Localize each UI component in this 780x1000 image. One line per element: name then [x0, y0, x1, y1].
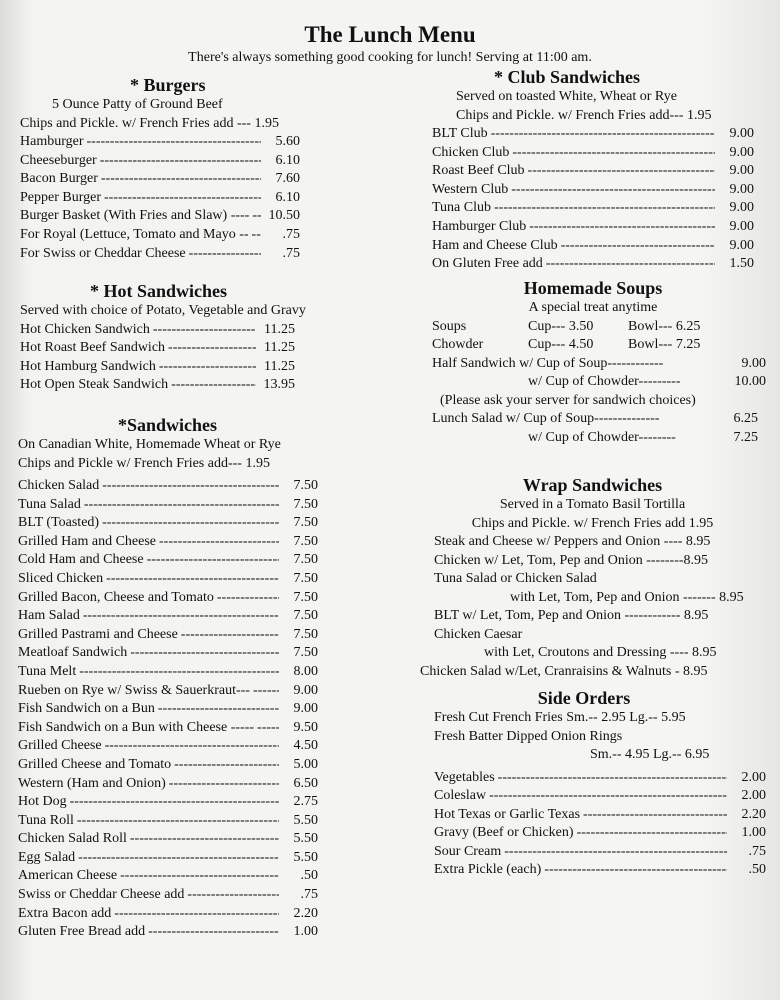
burger-item-leader: [104, 189, 261, 208]
side-order-item-price: 2.20: [741, 806, 766, 822]
club-sandwich-item-leader: [529, 218, 715, 237]
club-sandwich-item-name: Hamburger Club: [432, 218, 527, 234]
sandwich-item-price: 7.50: [293, 478, 318, 493]
side-order-item-leader: [583, 806, 727, 825]
sandwich-item: [18, 514, 318, 533]
sandwich-item-price: .75: [300, 887, 318, 903]
sandwich-item: [18, 775, 318, 794]
side-orders-heading: Side Orders: [537, 688, 631, 708]
sandwich-item-name: Fish Sandwich on a Bun with Cheese -----: [18, 719, 255, 735]
burger-item-price: 6.10: [275, 152, 300, 168]
soups-rows: [432, 318, 772, 355]
sandwiches-heading: *Sandwiches: [118, 415, 218, 435]
wrap-chicken-salad-cranraisins: Chicken Salad w/Let, Cranraisins & Walnuts - 8.95: [420, 663, 708, 679]
sandwich-item-leader: [217, 589, 279, 608]
sandwich-item-name: Sliced Chicken: [18, 570, 104, 586]
side-order-item-name: Sour Cream: [434, 843, 502, 859]
hot-sandwich-item-price: 11.25: [264, 340, 295, 356]
sandwich-item-name: Tuna Salad: [18, 496, 81, 512]
club-sandwiches-list: [432, 125, 754, 274]
burger-item-name: Cheeseburger: [20, 152, 97, 168]
sandwich-item-name: Grilled Ham and Cheese: [18, 533, 157, 549]
sandwich-item-name: Chicken Salad Roll: [18, 831, 127, 847]
sandwich-item-name: Extra Bacon add: [18, 905, 112, 921]
sandwich-item-price: 7.50: [293, 533, 318, 549]
sandwich-item-leader: [148, 923, 279, 942]
half-sandwich-soup-price: 9.00: [741, 355, 766, 371]
club-sandwich-item-name: Roast Beef Club: [432, 163, 525, 179]
club-sandwich-item-leader: [512, 144, 715, 163]
side-orders-list: [434, 769, 766, 881]
burger-item: [20, 189, 300, 208]
sandwich-item: [18, 830, 318, 849]
lunch-salad-chowder-price: 7.25: [733, 429, 758, 445]
club-sandwich-item-price: 9.00: [729, 163, 754, 179]
club-sandwich-item-name: Tuna Club: [432, 200, 492, 216]
sandwich-item: [18, 551, 318, 570]
burgers-note: 5 Ounce Patty of Ground Beef: [52, 97, 223, 112]
sandwich-item: [18, 644, 318, 663]
sandwich-item-price: 5.50: [293, 831, 318, 847]
sandwich-item-name: Hot Dog: [18, 794, 67, 810]
burger-item-price: .75: [282, 245, 300, 261]
club-sandwich-item-name: Ham and Cheese Club: [432, 237, 558, 253]
side-order-item-leader: [489, 787, 727, 806]
sandwich-item-name: Rueben on Rye w/ Swiss & Sauerkraut---: [18, 682, 250, 698]
half-sandwich-chowder-price: 10.00: [734, 374, 766, 389]
hot-sandwich-item-price: 11.25: [264, 321, 295, 337]
club-sandwich-item-price: 1.50: [729, 256, 754, 272]
burger-item-name: Pepper Burger: [20, 189, 101, 205]
burger-item-price: 6.10: [275, 189, 300, 205]
half-sandwich-soup-row: [432, 355, 772, 374]
sandwich-item-leader: [130, 830, 279, 849]
burger-item-price: 5.60: [275, 134, 300, 149]
sandwich-item: [18, 682, 318, 701]
soup-name: Soups: [432, 318, 467, 334]
sandwich-item-name: Meatloaf Sandwich: [18, 645, 128, 661]
side-onion-rings-prices: Sm.-- 4.95 Lg.-- 6.95: [590, 747, 710, 762]
sandwich-item-name: Cold Ham and Cheese: [18, 552, 144, 568]
wrap-tuna-chicken-salad-detail: with Let, Tom, Pep and Onion ------- 8.95: [510, 589, 744, 605]
sandwich-item: [18, 589, 318, 608]
sandwich-item: [18, 607, 318, 626]
sandwich-item-name: Grilled Pastrami and Cheese: [18, 626, 178, 642]
club-sandwich-item-price: 9.00: [729, 200, 754, 216]
side-order-item-leader: [498, 769, 727, 788]
soups-note: A special treat anytime: [528, 300, 658, 315]
sandwich-item: [18, 533, 318, 552]
burgers-list: [20, 133, 300, 263]
hot-sandwich-item: [20, 339, 295, 358]
soup-name: Chowder: [432, 337, 484, 352]
sandwich-item: [18, 867, 318, 886]
sandwich-item: [18, 719, 318, 738]
sandwich-item: [18, 886, 318, 905]
club-sandwiches-heading: * Club Sandwiches: [494, 67, 641, 87]
wrap-chicken: Chicken w/ Let, Tom, Pep and Onion --------8.95: [434, 552, 709, 568]
burger-item-name: Bacon Burger: [20, 171, 98, 187]
burger-item: [20, 170, 300, 189]
burger-item: [20, 207, 300, 226]
sandwich-item-price: 5.50: [293, 812, 318, 828]
sandwich-item-leader: [120, 867, 279, 886]
sandwich-item: [18, 663, 318, 682]
sandwich-item-price: 7.50: [293, 552, 318, 568]
sandwich-item-price: .50: [300, 868, 318, 884]
club-sandwich-item-leader: [511, 181, 715, 200]
sandwich-item: [18, 477, 318, 496]
hot-sandwich-item-leader: [153, 321, 256, 340]
sandwich-item-name: Egg Salad: [18, 849, 76, 865]
club-sandwiches-section: [432, 66, 754, 274]
sandwich-item-price: 7.50: [293, 608, 318, 624]
sandwich-item-leader: [106, 570, 279, 589]
sandwich-item-name: Fish Sandwich on a Bun: [18, 701, 155, 717]
half-sandwich-chowder-row: [432, 373, 772, 392]
side-order-item-leader: [504, 843, 727, 862]
side-order-item-name: Extra Pickle (each): [434, 862, 542, 878]
burger-item-name: For Swiss or Cheddar Cheese: [20, 245, 186, 261]
club-sandwich-item-name: Chicken Club: [432, 144, 510, 160]
club-sandwich-item-leader: [491, 125, 715, 144]
sandwich-item-name: Gluten Free Bread add: [18, 924, 146, 940]
soup-bowl-price: Bowl--- 6.25: [628, 318, 701, 334]
sandwich-item-leader: [102, 477, 279, 496]
sandwich-item-price: 7.50: [293, 570, 318, 586]
hot-sandwich-item-name: Hot Open Steak Sandwich: [20, 377, 169, 393]
burgers-heading: * Burgers: [130, 75, 206, 95]
sandwich-item-name: Western (Ham and Onion): [18, 775, 166, 791]
burger-item: [20, 226, 300, 245]
sandwich-item-leader: [77, 812, 279, 831]
side-order-item-price: .50: [748, 862, 766, 878]
lunch-salad-soup-price: 6.25: [733, 411, 758, 426]
wrap-chicken-caesar-detail: with Let, Croutons and Dressing ---- 8.95: [484, 645, 717, 660]
sandwich-item-name: Swiss or Cheddar Cheese add: [18, 887, 185, 903]
sandwich-item-leader: [159, 533, 279, 552]
sandwiches-fries-note: Chips and Pickle w/ French Fries add--- 1.95: [18, 455, 270, 471]
sandwich-item-leader: [84, 496, 279, 515]
sandwich-item: [18, 793, 318, 812]
burger-item-price: 10.50: [268, 208, 300, 224]
club-sandwiches-fries-note: Chips and Pickle. w/ French Fries add--- 1.95: [456, 107, 712, 123]
sandwich-item-price: 1.00: [293, 924, 318, 940]
soups-section: [432, 277, 772, 447]
side-orders-section: [434, 687, 766, 880]
burger-item-name: For Royal (Lettuce, Tomato and Mayo --: [20, 226, 249, 242]
lunch-salad-chowder-label: w/ Cup of Chowder--------: [528, 429, 676, 445]
side-order-item-name: Coleslaw: [434, 788, 487, 804]
club-sandwich-item-name: On Gluten Free add: [432, 256, 543, 272]
sandwich-item-price: 9.00: [293, 682, 318, 698]
wrap-steak-cheese: Steak and Cheese w/ Peppers and Onion ---- 8.95: [434, 534, 711, 549]
wraps-section: [420, 474, 765, 681]
sandwich-item-price: 2.20: [293, 905, 318, 921]
sandwich-item: [18, 812, 318, 831]
sandwich-item-price: 9.00: [293, 701, 318, 717]
hot-sandwiches-heading: * Hot Sandwiches: [90, 281, 228, 301]
sandwich-item-name: Tuna Roll: [18, 812, 74, 828]
burger-item-name: Hamburger: [20, 134, 84, 149]
side-order-item-price: 1.00: [741, 825, 766, 841]
sandwiches-section: [18, 414, 318, 942]
sandwich-item-price: 7.50: [293, 645, 318, 661]
half-sandwich-chowder-label: w/ Cup of Chowder---------: [528, 374, 681, 389]
sandwich-item-leader: [253, 682, 279, 701]
wraps-note: Served in a Tomato Basil Tortilla: [499, 497, 686, 512]
sandwich-item-name: Grilled Bacon, Cheese and Tomato: [18, 589, 214, 605]
hot-sandwich-item-name: Hot Roast Beef Sandwich: [20, 340, 166, 356]
side-onion-rings: Fresh Batter Dipped Onion Rings: [434, 728, 623, 744]
side-order-item-price: .75: [748, 843, 766, 859]
lunch-salad-chowder-row: [432, 429, 772, 448]
burger-item-leader: [100, 152, 261, 171]
sandwich-item-name: Grilled Cheese and Tomato: [18, 756, 172, 772]
side-order-item: [434, 787, 766, 806]
wraps-fries-note: Chips and Pickle. w/ French Fries add 1.95: [471, 515, 714, 531]
side-order-item-leader: [577, 824, 727, 843]
burger-item-leader: [189, 245, 261, 264]
club-sandwich-item: [432, 218, 754, 237]
sandwich-item-leader: [147, 551, 279, 570]
sandwiches-list: [18, 477, 318, 942]
soup-cup-price: Cup--- 3.50: [528, 318, 594, 334]
burgers-fries-note: Chips and Pickle. w/ French Fries add --- 1.95: [20, 115, 279, 131]
club-sandwich-item-price: 9.00: [729, 144, 754, 160]
burger-item: [20, 152, 300, 171]
club-sandwich-item-leader: [546, 255, 715, 274]
sandwich-item: [18, 737, 318, 756]
club-sandwich-item-price: 9.00: [729, 218, 754, 234]
sandwich-item-leader: [83, 607, 279, 626]
sandwich-item-name: American Cheese: [18, 868, 118, 884]
sandwich-item-name: Chicken Salad: [18, 478, 100, 493]
wraps-heading: Wrap Sandwiches: [522, 475, 663, 495]
hot-sandwiches-section: [20, 280, 306, 395]
sandwich-item-price: 7.50: [293, 589, 318, 605]
sandwich-item: [18, 700, 318, 719]
burger-item-leader: [101, 170, 261, 189]
hot-sandwich-item-price: 13.95: [263, 377, 295, 393]
sandwich-item: [18, 756, 318, 775]
sandwich-item-leader: [102, 514, 279, 533]
burger-item: [20, 245, 300, 264]
wrap-blt: BLT w/ Let, Tom, Pep and Onion ------------ 8.95: [434, 608, 709, 623]
side-order-item-price: 2.00: [741, 769, 766, 785]
sandwich-item-leader: [105, 737, 279, 756]
club-sandwich-item: [432, 125, 754, 144]
soup-row: [432, 318, 772, 337]
sandwich-item-name: BLT (Toasted): [18, 515, 100, 531]
sandwich-item-leader: [158, 700, 279, 719]
burger-item-price: 7.60: [275, 171, 300, 187]
sandwiches-note: On Canadian White, Homemade Wheat or Rye: [18, 437, 281, 452]
sandwich-item-leader: [130, 644, 279, 663]
hot-sandwiches-note: Served with choice of Potato, Vegetable and Gravy: [20, 303, 306, 318]
hot-sandwich-item: [20, 321, 295, 340]
side-order-item: [434, 824, 766, 843]
soup-row: [432, 336, 772, 355]
club-sandwich-item: [432, 144, 754, 163]
sandwich-item-leader: [257, 719, 279, 738]
sandwich-item: [18, 496, 318, 515]
side-order-item-name: Gravy (Beef or Chicken): [434, 825, 574, 841]
side-french-fries: Fresh Cut French Fries Sm.-- 2.95 Lg.-- 5.95: [434, 710, 686, 725]
club-sandwich-item-leader: [494, 199, 715, 218]
sandwich-item-leader: [181, 626, 279, 645]
wrap-tuna-chicken-salad: Tuna Salad or Chicken Salad: [434, 571, 597, 586]
side-order-item-price: 2.00: [741, 788, 766, 804]
soups-heading: Homemade Soups: [523, 278, 663, 298]
soup-cup-price: Cup--- 4.50: [528, 337, 594, 352]
soup-bowl-price: Bowl--- 7.25: [628, 337, 701, 352]
half-sandwich-soup-label: Half Sandwich w/ Cup of Soup------------: [432, 355, 664, 371]
side-order-item: [434, 861, 766, 880]
sandwich-item-price: 4.50: [293, 738, 318, 754]
hot-sandwich-item: [20, 358, 295, 377]
side-order-item-name: Hot Texas or Garlic Texas: [434, 806, 581, 822]
sandwich-item-price: 5.00: [293, 756, 318, 772]
sandwich-item: [18, 905, 318, 924]
club-sandwich-item-leader: [528, 162, 715, 181]
side-order-item: [434, 806, 766, 825]
club-sandwich-item-name: Western Club: [432, 181, 509, 197]
sandwich-item-name: Tuna Melt: [18, 663, 77, 679]
page-subtitle: There's always something good cooking for lunch! Serving at 11:00 am.: [188, 50, 592, 65]
sandwich-item-leader: [114, 905, 279, 924]
hot-sandwich-item-leader: [168, 339, 256, 358]
club-sandwich-item: [432, 181, 754, 200]
hot-sandwich-item: [20, 376, 295, 395]
sandwich-item: [18, 923, 318, 942]
sandwich-item: [18, 849, 318, 868]
club-sandwich-item-price: 9.00: [729, 237, 754, 253]
hot-sandwich-item-name: Hot Hamburg Sandwich: [20, 358, 156, 374]
club-sandwich-item: [432, 237, 754, 256]
sandwich-item-leader: [78, 849, 279, 868]
sandwich-item-price: 9.50: [293, 719, 318, 735]
sandwich-choices-note: (Please ask your server for sandwich choices): [440, 392, 696, 408]
hot-sandwich-item-leader: [159, 358, 256, 377]
sandwich-item-leader: [70, 793, 279, 812]
burger-item-leader: [252, 207, 261, 226]
hot-sandwich-item-leader: [171, 376, 256, 395]
hot-sandwiches-list: [20, 321, 295, 395]
sandwich-item-leader: [174, 756, 279, 775]
sandwich-item-name: Grilled Cheese: [18, 738, 102, 754]
burgers-section: [20, 74, 300, 263]
sandwich-item-leader: [187, 886, 279, 905]
side-order-item-leader: [544, 861, 727, 880]
wrap-chicken-caesar: Chicken Caesar: [434, 626, 523, 642]
side-order-item-name: Vegetables: [434, 769, 495, 785]
club-sandwich-item: [432, 199, 754, 218]
sandwich-item-price: 8.00: [293, 663, 318, 679]
club-sandwich-item-price: 9.00: [729, 181, 754, 197]
club-sandwich-item-leader: [561, 237, 715, 256]
lunch-salad-soup-label: Lunch Salad w/ Cup of Soup--------------: [432, 411, 660, 426]
sandwich-item-price: 7.50: [293, 515, 318, 531]
side-order-item: [434, 769, 766, 788]
club-sandwich-item: [432, 162, 754, 181]
sandwich-item-leader: [169, 775, 279, 794]
lunch-salad-soup-row: [432, 410, 772, 429]
burger-item-leader: [252, 226, 261, 245]
sandwich-item-leader: [79, 663, 279, 682]
sandwich-item: [18, 626, 318, 645]
sandwich-item-price: 5.50: [293, 849, 318, 865]
club-sandwich-item-name: BLT Club: [432, 126, 488, 141]
burger-item-name: Burger Basket (With Fries and Slaw) ----: [20, 208, 250, 224]
burger-item-price: .75: [282, 226, 300, 242]
sandwich-item-price: 2.75: [293, 794, 318, 810]
sandwich-item-price: 7.50: [293, 626, 318, 642]
side-order-item: [434, 843, 766, 862]
sandwich-item-price: 7.50: [293, 496, 318, 512]
burger-item-leader: [87, 133, 262, 152]
club-sandwiches-note: Served on toasted White, Wheat or Rye: [456, 89, 677, 104]
sandwich-item-price: 6.50: [293, 775, 318, 791]
sandwich-item: [18, 570, 318, 589]
club-sandwich-item-price: 9.00: [729, 126, 754, 141]
burger-item: [20, 133, 300, 152]
page-title: The Lunch Menu: [304, 22, 476, 47]
hot-sandwich-item-price: 11.25: [264, 358, 295, 374]
club-sandwich-item: [432, 255, 754, 274]
sandwich-item-name: Ham Salad: [18, 608, 80, 624]
hot-sandwich-item-name: Hot Chicken Sandwich: [20, 321, 150, 337]
